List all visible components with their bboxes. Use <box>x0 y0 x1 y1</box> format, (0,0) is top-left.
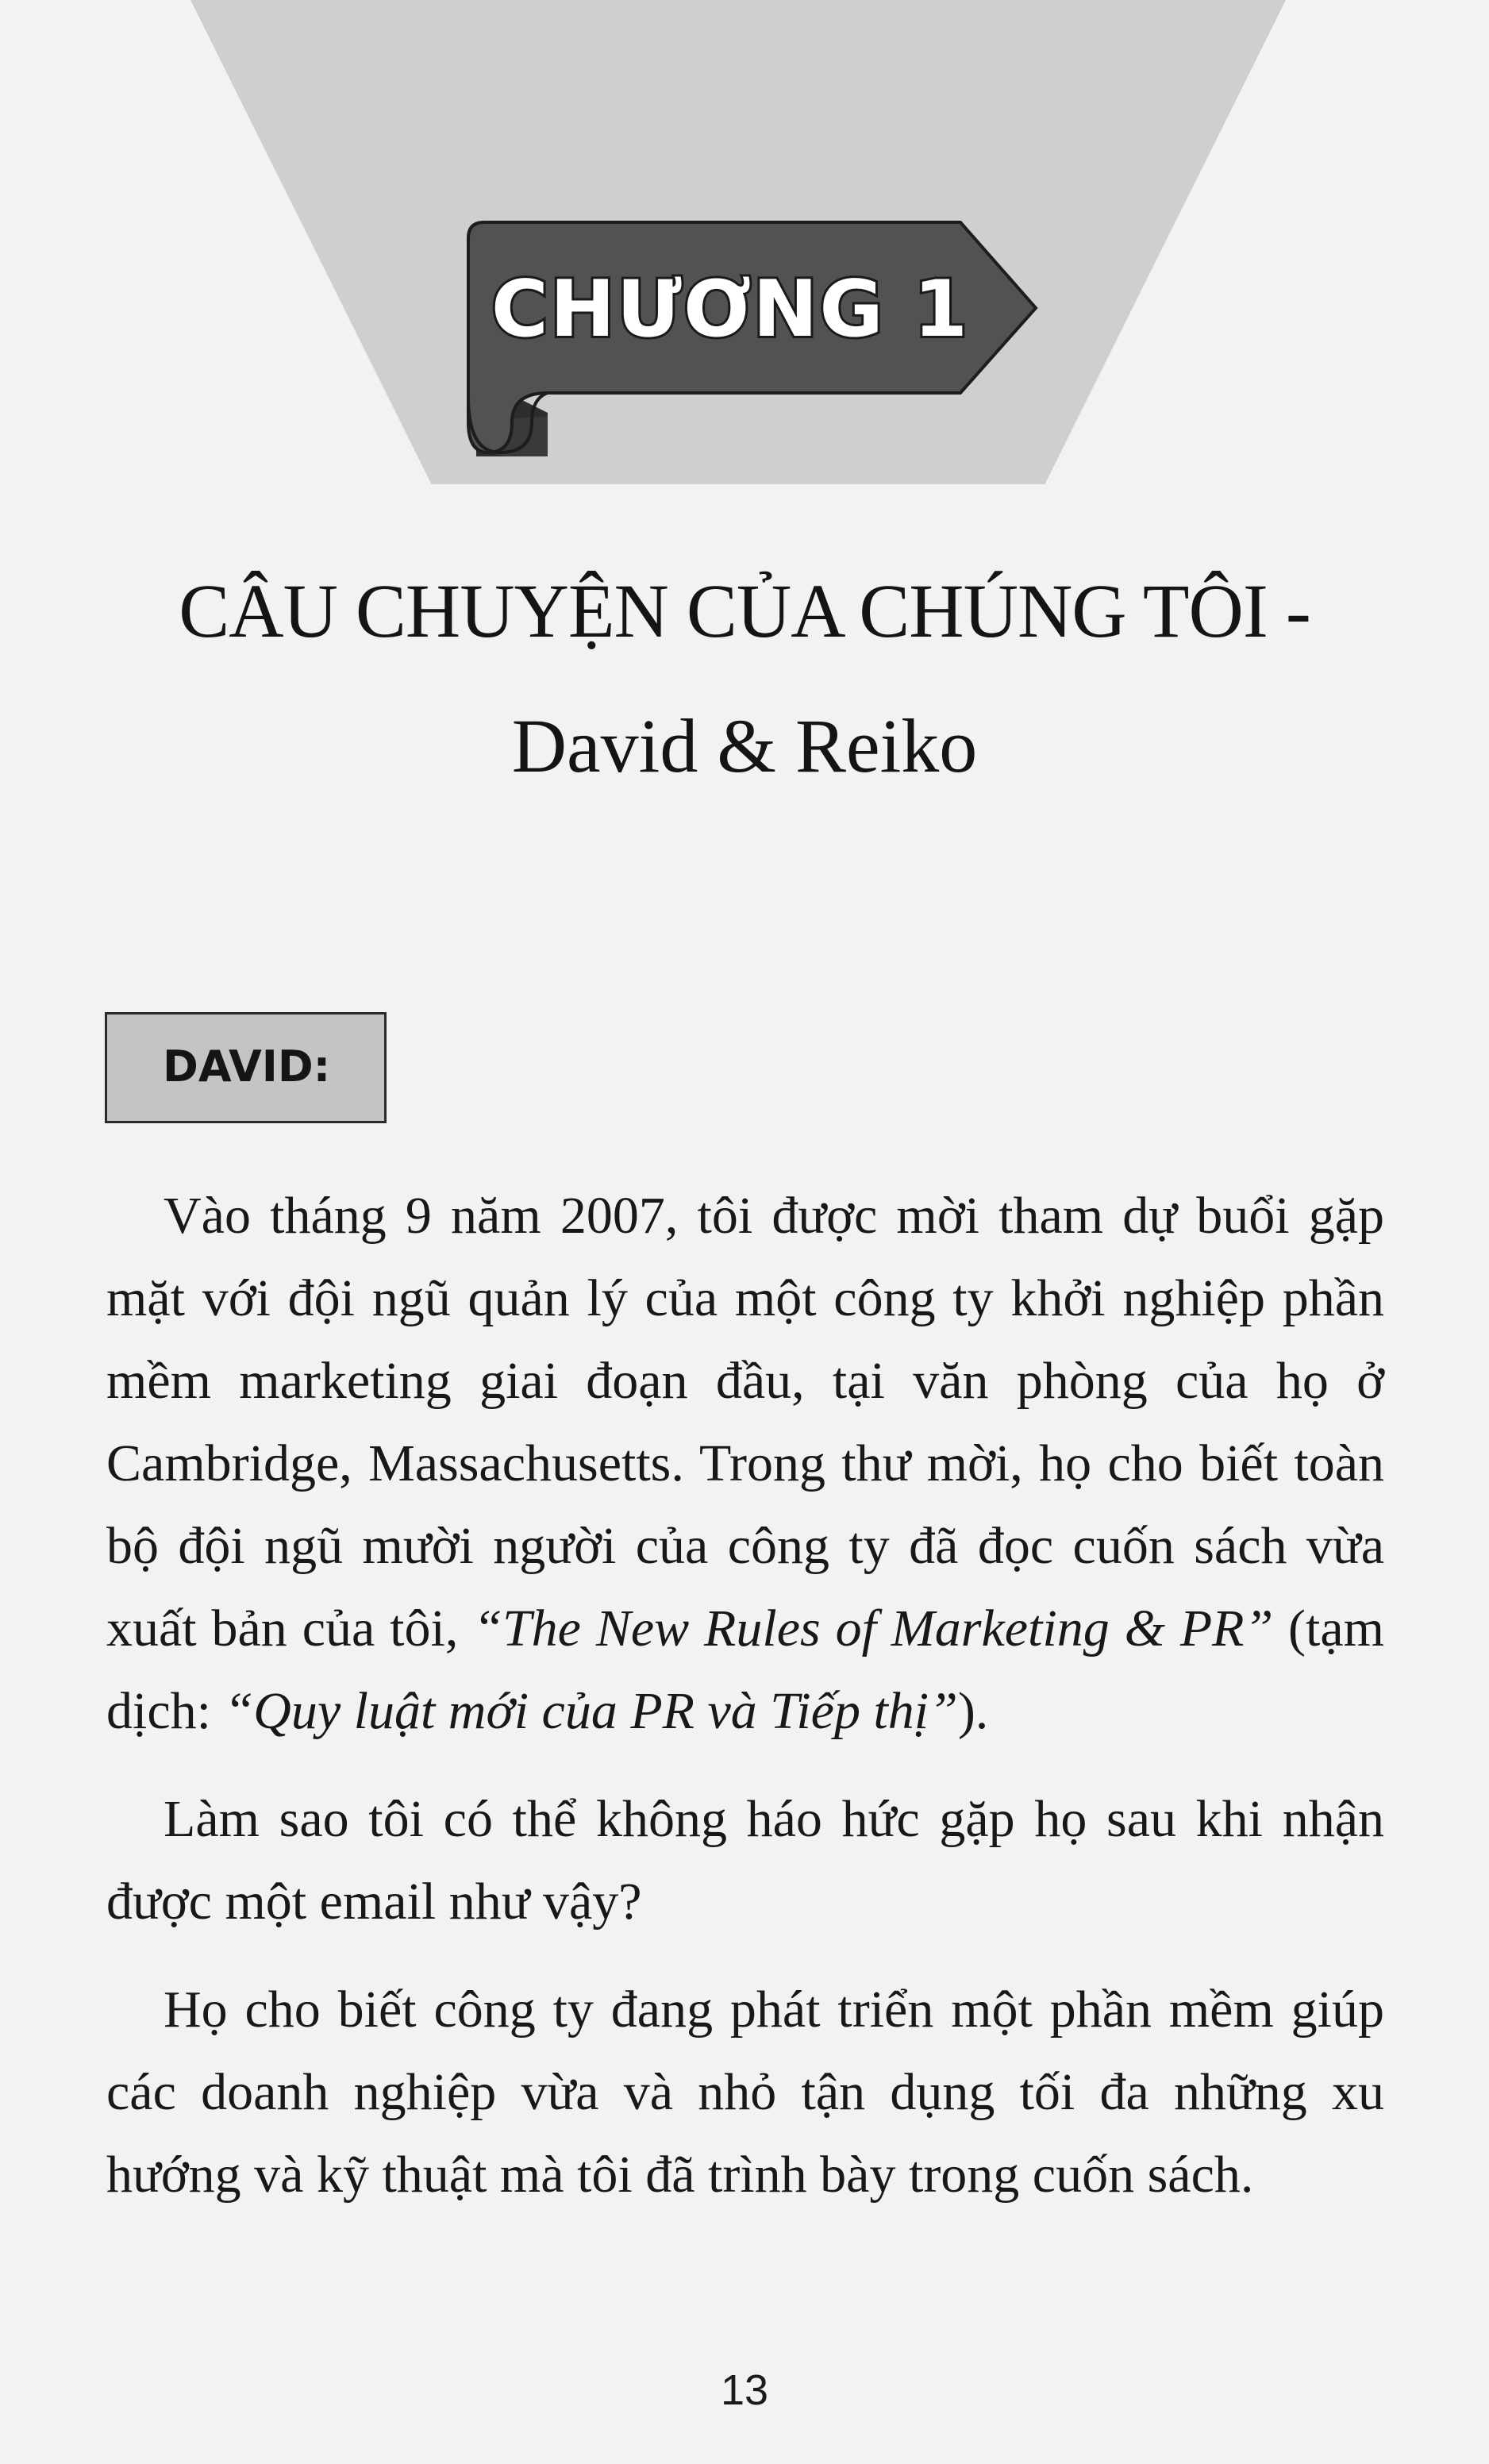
paragraph-1-text-c: ). <box>957 1682 989 1740</box>
paragraph-3: Họ cho biết công ty đang phát triển một phần mềm giúp các doanh nghiệp vừa và nhỏ tận dụng tối đa những xu hướng và kỹ thuật mà tôi đã trình bày trong cuốn sách. <box>106 1981 1384 2204</box>
chapter-number-label: CHƯƠNG 1 <box>491 264 970 355</box>
page-number: 13 <box>720 2366 769 2414</box>
paragraph-1-text-b: (tạm dịch: <box>106 1600 1385 1740</box>
book-title-translation: “Quy luật mới của PR và Tiếp thị” <box>224 1682 958 1740</box>
paragraph-1-text-a: Vào tháng 9 năm 2007, tôi được mời tham dự buổi gặp mặt với đội ngũ quản lý của một công ty khởi nghiệp phần mềm marketing giai đoạn đầu, tại văn phòng của họ ở Cambridge, Massachusetts. Trong thư mời, họ cho biết toàn bộ đội ngũ mười người của công ty đã đọc cuốn sách vừa xuất bản của tôi, <box>106 1187 1384 1657</box>
chapter-title-line-1: CÂU CHUYỆN CỦA CHÚNG TÔI - <box>179 568 1310 653</box>
book-title: “The New Rules of Marketing & PR” <box>473 1600 1274 1657</box>
paragraph-2: Làm sao tôi có thể không háo hức gặp họ sau khi nhận được một email như vậy? <box>106 1790 1384 1931</box>
speaker-name: DAVID: <box>163 1041 331 1091</box>
speaker-tag <box>105 1012 387 1123</box>
paragraph-1 <box>106 1175 1384 1753</box>
chapter-title-line-2: David & Reiko <box>511 703 978 788</box>
